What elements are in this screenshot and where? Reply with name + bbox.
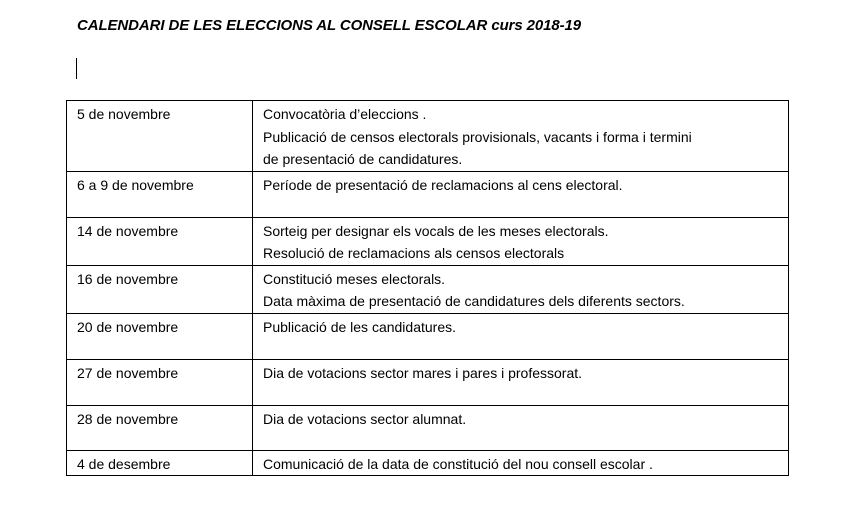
event-cell: [253, 450, 789, 476]
event-line: Dia de votacions sector mares i pares i professorat.: [263, 364, 583, 381]
event-line: Resolució de reclamacions als censos electorals: [263, 245, 565, 261]
event-cell: [253, 359, 789, 405]
event-cell: [253, 265, 789, 313]
event-cell: [253, 171, 789, 217]
event-cell: [253, 313, 789, 359]
event-line: Període de presentació de reclamacions al cens electoral.: [263, 176, 623, 193]
event-line: Dia de votacions sector alumnat.: [263, 410, 467, 427]
document-title: CALENDARI DE LES ELECCIONS AL CONSELL ESCOLAR curs 2018-19: [77, 17, 582, 34]
event-line: Sorteig per designar els vocals de les meses electorals.: [263, 222, 609, 239]
date-cell: [67, 313, 253, 359]
event-line: Convocatòria d’eleccions .: [263, 106, 427, 122]
event-line: Publicació de les candidatures.: [263, 318, 457, 335]
date-cell: [67, 171, 253, 217]
table-row: [67, 359, 789, 405]
event-line: Data màxima de presentació de candidatures dels diferents sectors.: [263, 293, 685, 309]
date-text: 27 de novembre: [77, 364, 179, 381]
event-cell: [253, 405, 789, 450]
table-row: [67, 313, 789, 359]
event-line: Constitució meses electorals.: [263, 270, 446, 287]
date-text: 20 de novembre: [77, 318, 179, 335]
date-cell: [67, 101, 253, 172]
date-text: 4 de desembre: [77, 455, 171, 472]
event-line: Comunicació de la data de constitució del nou consell escolar .: [263, 455, 653, 472]
table-row: [67, 405, 789, 450]
table-row: [67, 171, 789, 217]
table-row: [67, 265, 789, 313]
table-row: [67, 101, 789, 172]
text-cursor: [76, 58, 77, 79]
election-calendar-table: [66, 100, 789, 476]
date-cell: [67, 359, 253, 405]
date-text: 6 a 9 de novembre: [77, 176, 194, 193]
date-cell: [67, 450, 253, 476]
table-row: [67, 450, 789, 476]
date-text: 28 de novembre: [77, 410, 179, 427]
event-cell: [253, 217, 789, 265]
event-line: de presentació de candidatures.: [263, 151, 463, 167]
table-row: [67, 217, 789, 265]
event-cell: [253, 101, 789, 172]
date-text: 14 de novembre: [77, 222, 179, 239]
date-cell: [67, 405, 253, 450]
date-text: 5 de novembre: [77, 106, 171, 122]
date-cell: [67, 217, 253, 265]
date-text: 16 de novembre: [77, 270, 179, 287]
date-cell: [67, 265, 253, 313]
event-line: Publicació de censos electorals provisionals, vacants i forma i termini: [263, 128, 692, 145]
